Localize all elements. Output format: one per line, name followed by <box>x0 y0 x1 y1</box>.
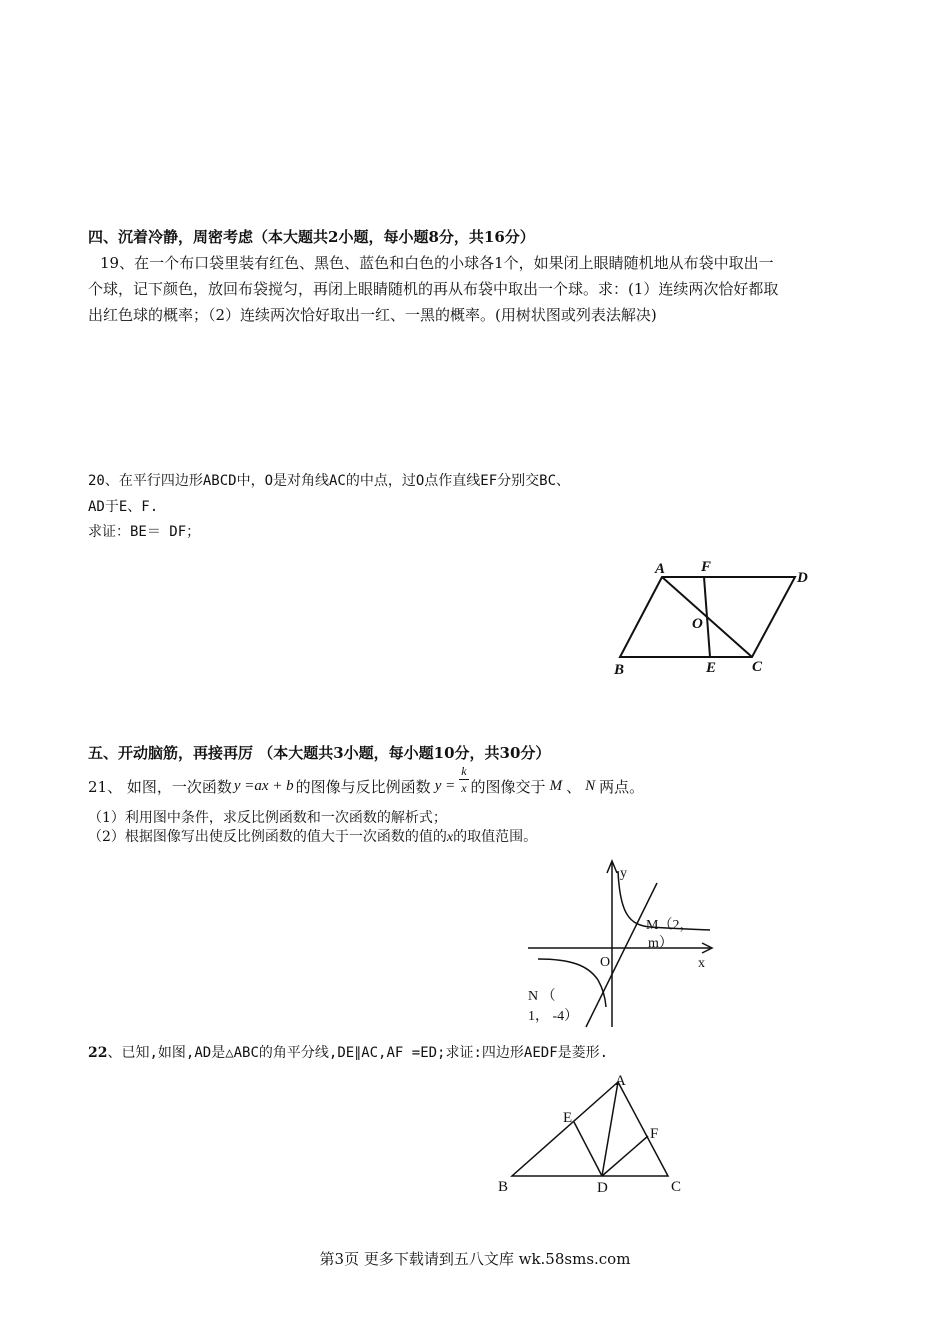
triangle-figure <box>490 1068 700 1203</box>
label-E: E <box>563 1110 573 1126</box>
label-C: C <box>671 1179 682 1195</box>
label-F: F <box>701 559 712 575</box>
label-C: C <box>752 659 763 675</box>
section-4-heading: 四、沉着冷静，周密考虑（本大题共2小题，每小题8分，共16分） <box>88 228 535 246</box>
x-axis-label: x <box>698 956 705 971</box>
parallelogram-figure <box>600 555 825 680</box>
inverse-fraction <box>459 763 468 796</box>
q21-part-2-var: x <box>446 830 454 845</box>
linear-formula: y =ax + b <box>233 778 294 794</box>
q21-part-2-b: 的取值范围。 <box>453 829 538 845</box>
q20-line-2: AD于E、F. <box>88 499 159 515</box>
inverse-formula-lhs: y = <box>434 778 456 794</box>
label-D: D <box>597 1180 608 1196</box>
y-axis-label: y <box>620 866 627 881</box>
point-m-symbol: M <box>549 778 563 794</box>
q21-intro: 21、 如图，一次函数 <box>88 778 232 796</box>
q21-statement <box>88 764 645 797</box>
fraction-denominator: x <box>461 781 467 795</box>
point-n-label-2: 1， -4） <box>528 1009 579 1024</box>
q20-line-1: 20、在平行四边形ABCD中，O是对角线AC的中点，过O点作直线EF分别交BC、 <box>88 473 571 489</box>
label-O: O <box>692 616 703 632</box>
segment-ed <box>574 1122 602 1176</box>
q22-statement <box>88 1042 608 1062</box>
point-n-symbol: N <box>585 778 596 794</box>
segment-ad <box>602 1082 618 1176</box>
q19-line-2: 个球，记下颜色，放回布袋搅匀，再闭上眼睛随机的再从布袋中取出一个球。求：(1）连续两次恰好都取 <box>88 280 779 298</box>
label-F: F <box>650 1126 659 1142</box>
point-n-label-1: N （ <box>528 989 556 1004</box>
segment-df <box>602 1136 648 1176</box>
q20-line-3: 求证：BE＝ DF； <box>88 524 201 540</box>
point-m-label-2: m） <box>648 936 673 951</box>
q21-part-1: （1）利用图中条件，求反比例函数和一次函数的解析式； <box>88 810 447 826</box>
triangle-abc <box>512 1082 668 1176</box>
q21-tail-a: 的图像交于 <box>470 778 546 796</box>
function-graph <box>520 855 735 1035</box>
q19-line-1: 19、在一个布口袋里装有红色、黑色、蓝色和白色的小球各1个，如果闭上眼睛随机地从布袋中取出一 <box>100 254 774 272</box>
label-E: E <box>706 660 717 676</box>
q22-number: 22 <box>88 1045 108 1061</box>
origin-label: O <box>600 955 611 970</box>
segment-ef <box>704 577 710 657</box>
label-D: D <box>797 570 808 586</box>
point-m-label-1: M（2， <box>646 918 694 933</box>
q21-part-2 <box>88 826 537 846</box>
q21-mid: 的图像与反比例函数 <box>295 778 431 796</box>
q21-tail-b: 两点。 <box>599 778 645 796</box>
q19-line-3: 出红色球的概率；（2）连续两次恰好取出一红、一黑的概率。(用树状图或列表法解决) <box>88 306 657 324</box>
q22-text: 、已知,如图,AD是△ABC的角平分线,DE∥AC,AF =ED;求证:四边形AEDF是菱形. <box>107 1045 609 1061</box>
q21-part-2-a: （2）根据图像写出使反比例函数的值大于一次函数的值的 <box>88 829 447 845</box>
label-A: A <box>655 561 666 577</box>
fraction-numerator: k <box>461 764 467 778</box>
section-5-heading: 五、开动脑筋，再接再厉 （本大题共3小题，每小题10分，共30分） <box>88 744 551 762</box>
label-B: B <box>614 662 625 678</box>
linear-function-line <box>586 883 657 1027</box>
label-B: B <box>498 1179 509 1195</box>
page-footer: 第3页 更多下载请到五八文库 wk.58sms.com <box>319 1250 631 1268</box>
q21-sep: 、 <box>566 778 582 796</box>
label-A: A <box>615 1073 626 1089</box>
